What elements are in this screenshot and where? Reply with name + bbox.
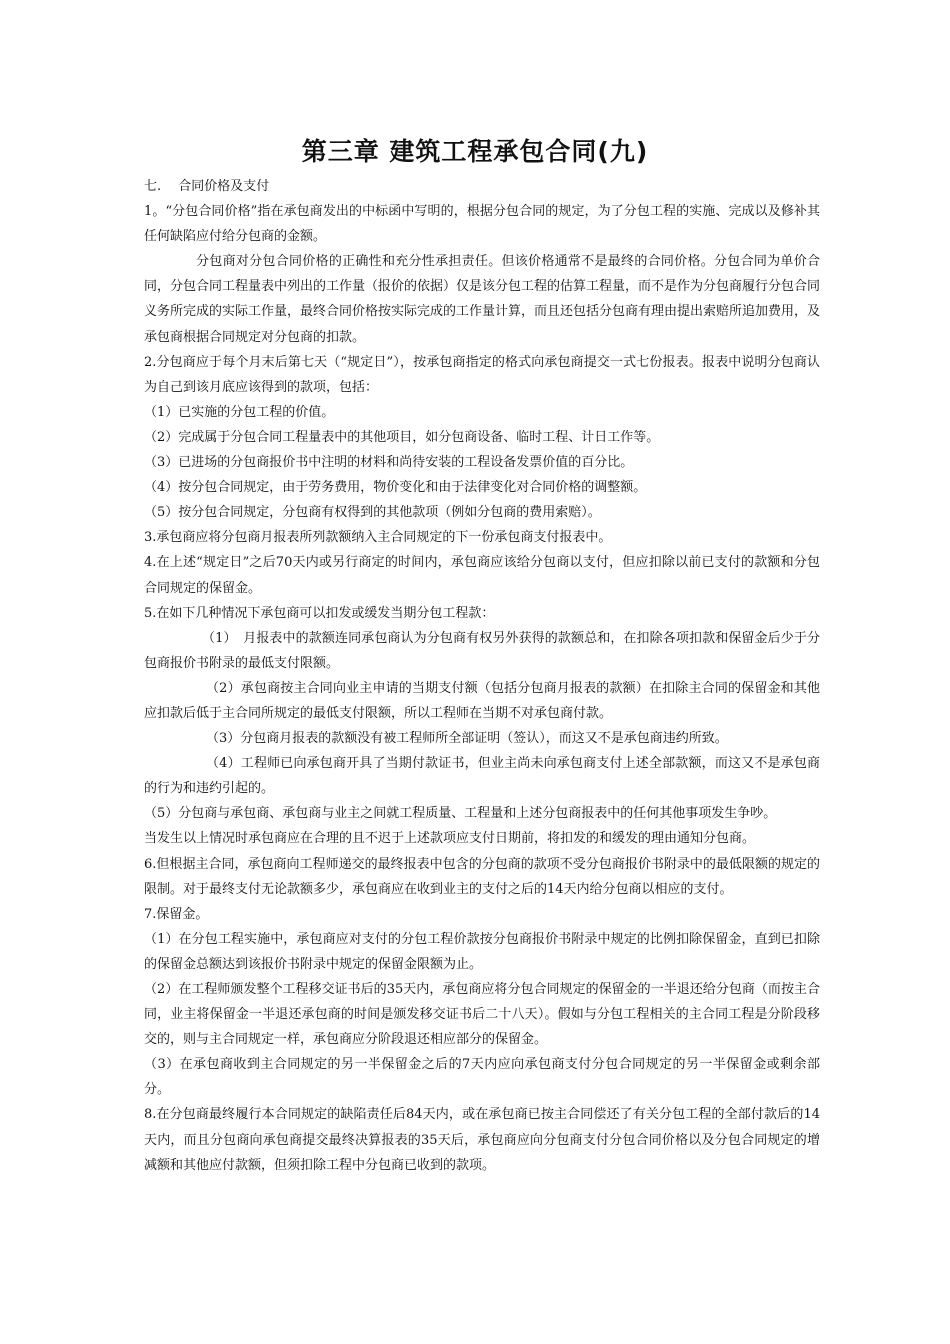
section-heading: 七. 合同价格及支付 — [144, 179, 270, 194]
paragraph: 2.分包商应于每个月末后第七天（“规定日”），按承包商指定的格式向承包商提交一式七份报表。报表中说明分包商认为自己到该月底应该得到的款项，包括： — [144, 354, 820, 395]
document-body — [144, 174, 820, 1178]
paragraph: 4.在上述“规定日”之后70天内或另行商定的时间内，承包商应该给分包商以支付，但应扣除以前已支付的款额和分包合同规定的保留金。 — [144, 555, 820, 596]
list-item: （4）按分包合同规定，由于劳务费用，物价变化和由于法律变化对合同价格的调整额。 — [144, 480, 647, 496]
list-item: （3）在承包商收到主合同规定的另一半保留金之后的7天内应向承包商支付分包合同规定的另一半保留金或剩余部分。 — [144, 1057, 820, 1098]
page-title: 第三章 建筑工程承包合同(九) — [301, 137, 649, 166]
list-item: （2）在工程师颁发整个工程移交证书后的35天内，承包商应将分包合同规定的保留金的一半退还给分包商（而按主合同，业主将保留金一半退还承包商的时间是颁发移交证书后二十八天）。假如与分包工程相关的主合同工程是分阶段移交的，则与主合同规定一样，承包商应分阶段退还相应部分的保留金。 — [144, 982, 820, 1048]
list-item: （5）按分包合同规定，分包商有权得到的其他款项（例如分包商的费用索赔）。 — [144, 505, 601, 521]
paragraph: 5.在如下几种情况下承包商可以扣发或缓发当期分包工程款： — [144, 605, 495, 621]
list-item: （1）已实施的分包工程的价值。 — [144, 404, 335, 420]
paragraph: 7.保留金。 — [144, 906, 209, 922]
paragraph: 1。“分包合同价格”指在承包商发出的中标函中写明的，根据分包合同的规定，为了分包工程的实施、完成以及修补其任何缺陷应付给分包商的金额。 — [144, 204, 820, 245]
paragraph: 3.承包商应将分包商月报表所列款额纳入主合同规定的下一份承包商支付报表中。 — [144, 530, 612, 546]
list-item: （3）分包商月报表的款额没有被工程师所全部证明（签认），而这又不是承包商违约所致。 — [206, 731, 728, 747]
paragraph: 当发生以上情况时承包商应在合理的且不迟于上述款项应支付日期前，将扣发的和缓发的理由通知分包商。 — [144, 831, 756, 847]
paragraph: 6.但根据主合同，承包商向工程师递交的最终报表中包含的分包商的款项不受分包商报价书附录中的最低限额的规定的限制。对于最终支付无论款额多少，承包商应在收到业主的支付之后的14天内给分包商以相应的支付。 — [144, 856, 820, 897]
list-item: （2）承包商按主合同向业主申请的当期支付额（包括分包商月报表的款额）在扣除主合同的保留金和其他应扣款后低于主合同所规定的最低支付限额，所以工程师在当期不对承包商付款。 — [144, 680, 820, 721]
list-item: （1）在分包工程实施中，承包商应对支付的分包工程价款按分包商报价书附录中规定的比例扣除保留金，直到已扣除的保留金总额达到该报价书附录中规定的保留金限额为止。 — [144, 931, 820, 972]
list-item: （3）已进场的分包商报价书中注明的材料和尚待安装的工程设备发票价值的百分比。 — [144, 455, 634, 471]
paragraph: 8.在分包商最终履行本合同规定的缺陷责任后84天内，或在承包商已按主合同偿还了有关分包工程的全部付款后的14天内，而且分包商向承包商提交最终决算报表的35天后，承包商应向分包商支付分包合同价格以及分包合同规定的增减额和其他应付款额，但须扣除工程中分包商已收到的款项。 — [144, 1107, 820, 1173]
list-item: （1） 月报表中的款额连同承包商认为分包商有权另外获得的款额总和，在扣除各项扣款和保留金后少于分包商报价书附录的最低支付限额。 — [144, 630, 820, 671]
paragraph: 分包商对分包合同价格的正确性和充分性承担责任。但该价格通常不是最终的合同价格。分包合同为单价合同，分包合同工程量表中列出的工作量（报价的依据）仅是该分包工程的估算工程量，而不是作为分包商履行分包合同义务所完成的实际工作量，最终合同价格按实际完成的工作量计算，而且还包括分包商有理由提出索赔所追加费用，及承包商根据合同规定对分包商的扣款。 — [144, 254, 821, 345]
list-item: （5）分包商与承包商、承包商与业主之间就工程质量、工程量和上述分包商报表中的任何其他事项发生争吵。 — [144, 806, 777, 822]
list-item: （2）完成属于分包合同工程量表中的其他项目，如分包商设备、临时工程、计日工作等。 — [144, 429, 660, 445]
list-item: （4）工程师已向承包商开具了当期付款证书，但业主尚未向承包商支付上述全部款额，而这又不是承包商的行为和违约引起的。 — [144, 756, 820, 797]
